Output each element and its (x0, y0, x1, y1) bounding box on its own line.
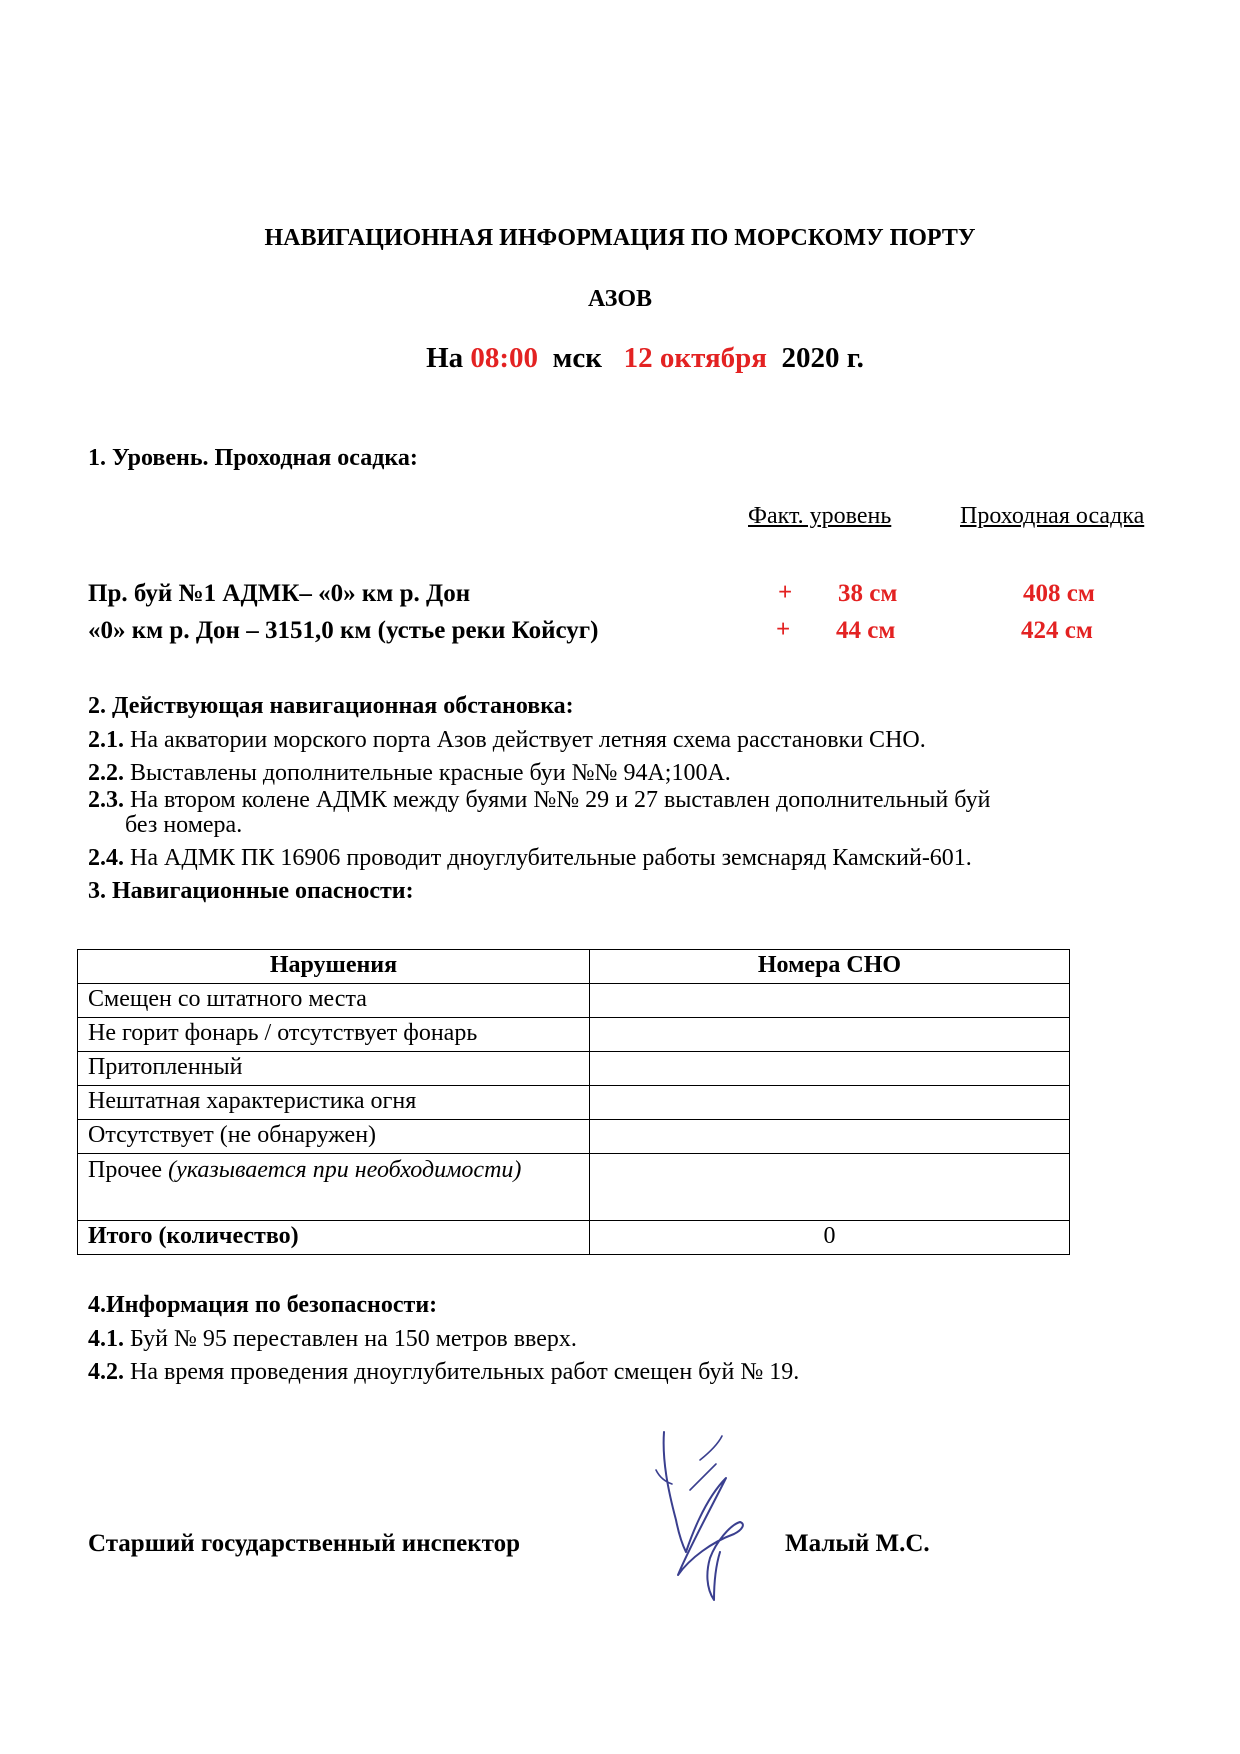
report-datetime (0, 342, 1240, 375)
report-time: 08:00 (470, 342, 539, 374)
signatory-position: Старший государственный инспектор (88, 1530, 520, 1557)
buoy-numbers-cell (590, 1120, 1070, 1154)
violation-label: Не горит фонарь / отсутствует фонарь (78, 1018, 590, 1052)
report-timezone: мск (552, 342, 602, 374)
violation-label (78, 1154, 590, 1221)
level-sign: + (776, 616, 791, 643)
column-header-draft: Проходная осадка (960, 503, 1145, 529)
table-header-row (78, 950, 1070, 984)
segment-name: «0» км р. Дон – 3151,0 км (устье реки Койсуг) (88, 617, 599, 644)
list-item (88, 846, 1198, 871)
list-item (88, 788, 1198, 838)
total-label: Итого (количество) (78, 1221, 590, 1255)
item-number: 4.1. (88, 1326, 124, 1352)
violation-label: Притопленный (78, 1052, 590, 1086)
table-row (78, 984, 1070, 1018)
table-row (78, 1120, 1070, 1154)
draft-value: 408 см (1023, 580, 1095, 607)
section4-title: 4.Информация по безопасности: (88, 1292, 438, 1318)
draft-value: 424 см (1021, 617, 1093, 644)
item-text-continued: без номера. (125, 812, 243, 838)
item-text: На втором колене АДМК между буями №№ 29 и 27 выставлен дополнительный буй (130, 787, 991, 813)
level-value: 38 см (838, 580, 898, 607)
signature-icon (650, 1430, 785, 1610)
date-prefix: На (426, 342, 464, 374)
list-item (88, 761, 1198, 786)
level-sign: + (778, 579, 793, 606)
item-number: 2.4. (88, 845, 124, 871)
table-row (78, 1052, 1070, 1086)
list-item (88, 728, 1198, 753)
buoy-numbers-cell (590, 1154, 1070, 1221)
report-year: 2020 г. (781, 342, 864, 374)
report-date: 12 октября (623, 342, 767, 374)
table-total-row (78, 1221, 1070, 1255)
document-title: НАВИГАЦИОННАЯ ИНФОРМАЦИЯ ПО МОРСКОМУ ПОРТУ (264, 225, 976, 251)
item-text: Выставлены дополнительные красные буи №№ 94А;100А. (130, 760, 731, 786)
item-number: 2.2. (88, 760, 124, 786)
column-header-buoy-numbers: Номера СНО (590, 950, 1070, 984)
buoy-numbers-cell (590, 1018, 1070, 1052)
buoy-numbers-cell (590, 984, 1070, 1018)
buoy-numbers-cell (590, 1086, 1070, 1120)
list-item (88, 1327, 1198, 1352)
port-name: АЗОВ (587, 286, 653, 312)
buoy-numbers-cell (590, 1052, 1070, 1086)
item-text: На АДМК ПК 16906 проводит дноуглубительные работы земснаряд Камский-601. (130, 845, 972, 871)
other-note: (указывается при необходимости) (168, 1157, 522, 1183)
segment-name: Пр. буй №1 АДМК– «0» км р. Дон (88, 580, 471, 607)
item-text: На время проведения дноуглубительных работ смещен буй № 19. (130, 1359, 800, 1385)
violation-label: Смещен со штатного места (78, 984, 590, 1018)
item-number: 2.1. (88, 727, 124, 753)
section3-title: 3. Навигационные опасности: (88, 878, 414, 904)
level-value: 44 см (836, 617, 896, 644)
item-number: 4.2. (88, 1359, 124, 1385)
violation-label: Нештатная характеристика огня (78, 1086, 590, 1120)
item-number: 2.3. (88, 787, 124, 813)
violation-label: Отсутствует (не обнаружен) (78, 1120, 590, 1154)
item-text: Буй № 95 переставлен на 150 метров вверх. (130, 1326, 577, 1352)
column-header-level: Факт. уровень (748, 503, 892, 529)
other-label: Прочее (88, 1157, 169, 1183)
signatory-name: Малый М.С. (785, 1530, 930, 1557)
section1-title: 1. Уровень. Проходная осадка: (88, 445, 418, 471)
section2-title: 2. Действующая навигационная обстановка: (88, 693, 574, 719)
total-value: 0 (590, 1221, 1070, 1255)
list-item (88, 1360, 1198, 1385)
item-text: На акватории морского порта Азов действует летняя схема расстановки СНО. (130, 727, 926, 753)
hazards-table (77, 949, 1070, 1255)
table-row (78, 1018, 1070, 1052)
column-header-violations: Нарушения (78, 950, 590, 984)
table-row (78, 1086, 1070, 1120)
table-row (78, 1154, 1070, 1221)
